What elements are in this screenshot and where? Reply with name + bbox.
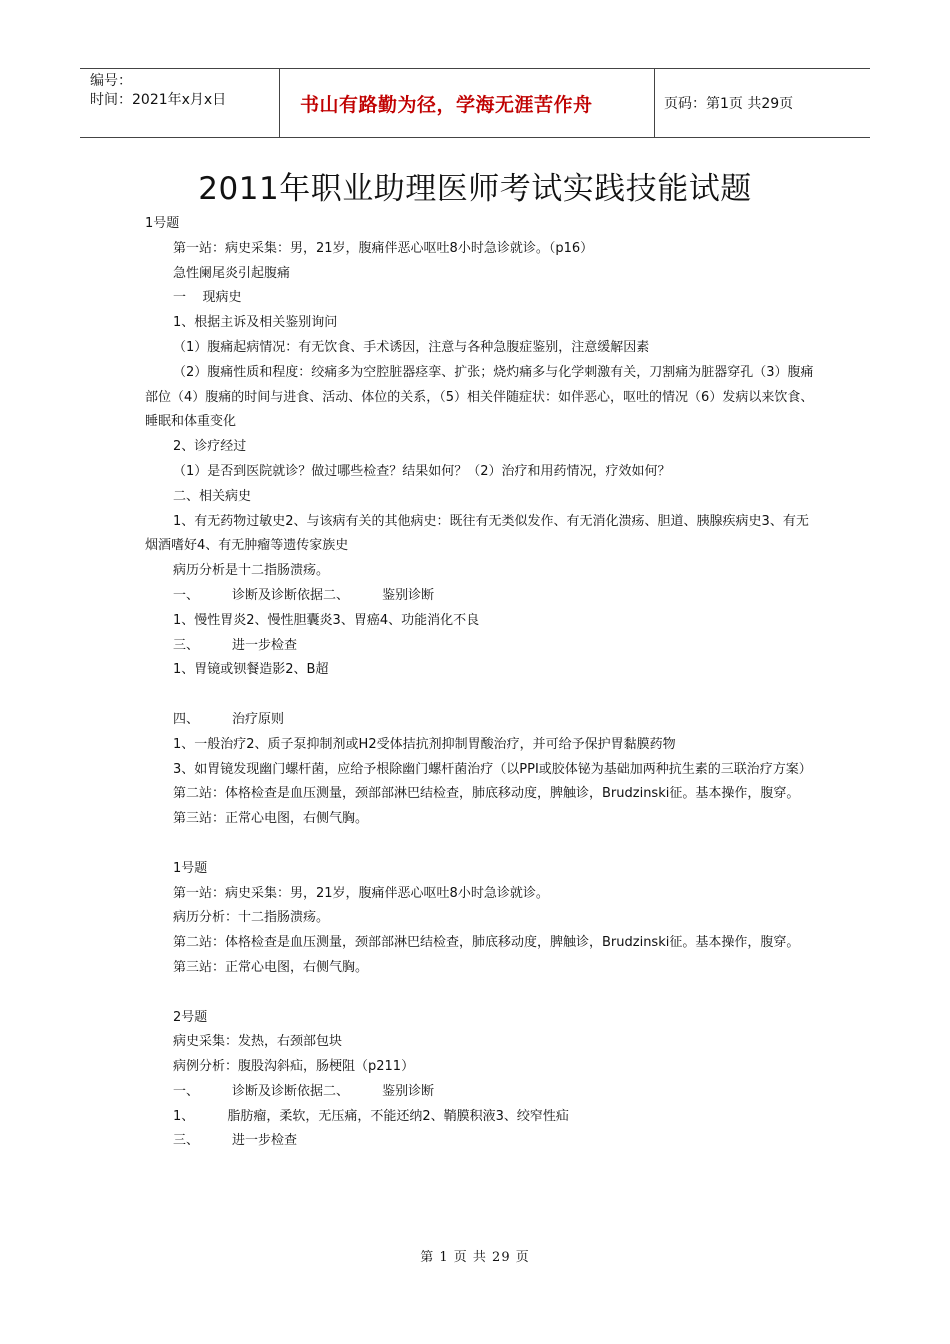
- body-line: 1、有无药物过敏史2、与该病有关的其他病史：既往有无类似发作、有无消化溃疡、胆道、胰腺疾病史3、有无烟酒嗜好4、有无肿瘤等遗传家族史: [145, 513, 809, 554]
- body-line: 2号题: [173, 1009, 208, 1025]
- body-line: 第三站：正常心电图，右侧气胸。: [173, 811, 369, 827]
- body-line: 1、胃镜或钡餐造影2、B超: [173, 662, 329, 678]
- body-line: 病历分析：十二指肠溃疡。: [173, 910, 330, 926]
- blank-line: [145, 683, 815, 708]
- body-line: 病例分析：腹股沟斜疝，肠梗阻（p211）: [173, 1059, 415, 1075]
- body-line: 1、一般治疗2、质子泵抑制剂或H2受体拮抗剂抑制胃酸治疗，并可给予保护胃黏膜药物: [173, 736, 676, 752]
- body-line: 一、 诊断及诊断依据二、 鉴别诊断: [173, 587, 435, 603]
- body-line: 第二站：体格检查是血压测量，颈部部淋巴结检查，肺底移动度，脾触诊，Brudzinski征。基本操作，腹穿。: [173, 935, 800, 951]
- header-id-label: 编号：: [90, 73, 132, 89]
- body-line: 病历分析是十二指肠溃疡。: [173, 563, 330, 579]
- body-line: 2、诊疗经过: [173, 439, 247, 455]
- body-line: 1号题: [145, 216, 180, 231]
- header-page-info: 页码：第1页 共29页: [664, 96, 794, 112]
- body-line: 3、如胃镜发现幽门螺杆菌，应给予根除幽门螺杆菌治疗（以PPI或胶体铋为基础加两种抗生素的三联治疗方案）: [173, 761, 812, 777]
- body-line: （1）是否到医院就诊？做过哪些检查？结果如何？（2）治疗和用药情况，疗效如何？: [173, 463, 671, 479]
- body-line: 三、 进一步检查: [173, 637, 298, 653]
- header-motto-cell: [280, 69, 655, 137]
- body-line: （2）腹痛性质和程度：绞痛多为空腔脏器痉挛、扩张；烧灼痛多与化学刺激有关，刀割痛为脏器穿孔（3）腹痛部位（4）腹痛的时间与进食、活动、体位的关系，（5）相关伴随症状：如伴恶心，呕吐的情况（6）发病以来饮食、睡眠和体重变化: [145, 364, 814, 430]
- header-motto: 书山有路勤为径，学海无涯苦作舟: [300, 93, 593, 116]
- body-line: 三、 进一步检查: [173, 1133, 298, 1149]
- body-line: 四、 治疗原则: [173, 711, 285, 727]
- body-line: 1、慢性胃炎2、慢性胆囊炎3、胃癌4、功能消化不良: [173, 612, 480, 628]
- body-line: （1）腹痛起病情况：有无饮食、手术诱因，注意与各种急腹症鉴别，注意缓解因素: [173, 339, 650, 355]
- body-line: 急性阑尾炎引起腹痛: [173, 265, 291, 281]
- body-line: 第一站：病史采集：男，21岁，腹痛伴恶心呕吐8小时急诊就诊。（p16）: [173, 240, 594, 256]
- page-footer: 第 1 页 共 29 页: [420, 1250, 530, 1265]
- body-line: 第二站：体格检查是血压测量，颈部部淋巴结检查，肺底移动度，脾触诊，Brudzinski征。基本操作，腹穿。: [173, 786, 800, 802]
- body-line: 一 现病史: [173, 290, 242, 306]
- body-line: 二、相关病史: [173, 488, 252, 504]
- body-line: 第三站：正常心电图，右侧气胸。: [173, 959, 369, 975]
- body-line: 1、根据主诉及相关鉴别询问: [173, 315, 338, 331]
- blank-line: [145, 981, 815, 1006]
- header-meta: [80, 69, 280, 137]
- body-line: 一、 诊断及诊断依据二、 鉴别诊断: [173, 1083, 435, 1099]
- document-body: [145, 212, 815, 1154]
- body-line: 1、 脂肪瘤，柔软，无压痛，不能还纳2、鞘膜积液3、绞窄性疝: [173, 1108, 569, 1124]
- blank-line: [145, 832, 815, 857]
- body-line: 病史采集：发热，右颈部包块: [173, 1034, 343, 1050]
- body-line: 1号题: [173, 860, 208, 876]
- body-line: 第一站：病史采集：男，21岁，腹痛伴恶心呕吐8小时急诊就诊。: [173, 885, 549, 901]
- page-header: [80, 68, 870, 138]
- document-title: 2011年职业助理医师考试实践技能试题: [198, 171, 752, 207]
- header-time-label: 时间：2021年x月x日: [90, 92, 227, 108]
